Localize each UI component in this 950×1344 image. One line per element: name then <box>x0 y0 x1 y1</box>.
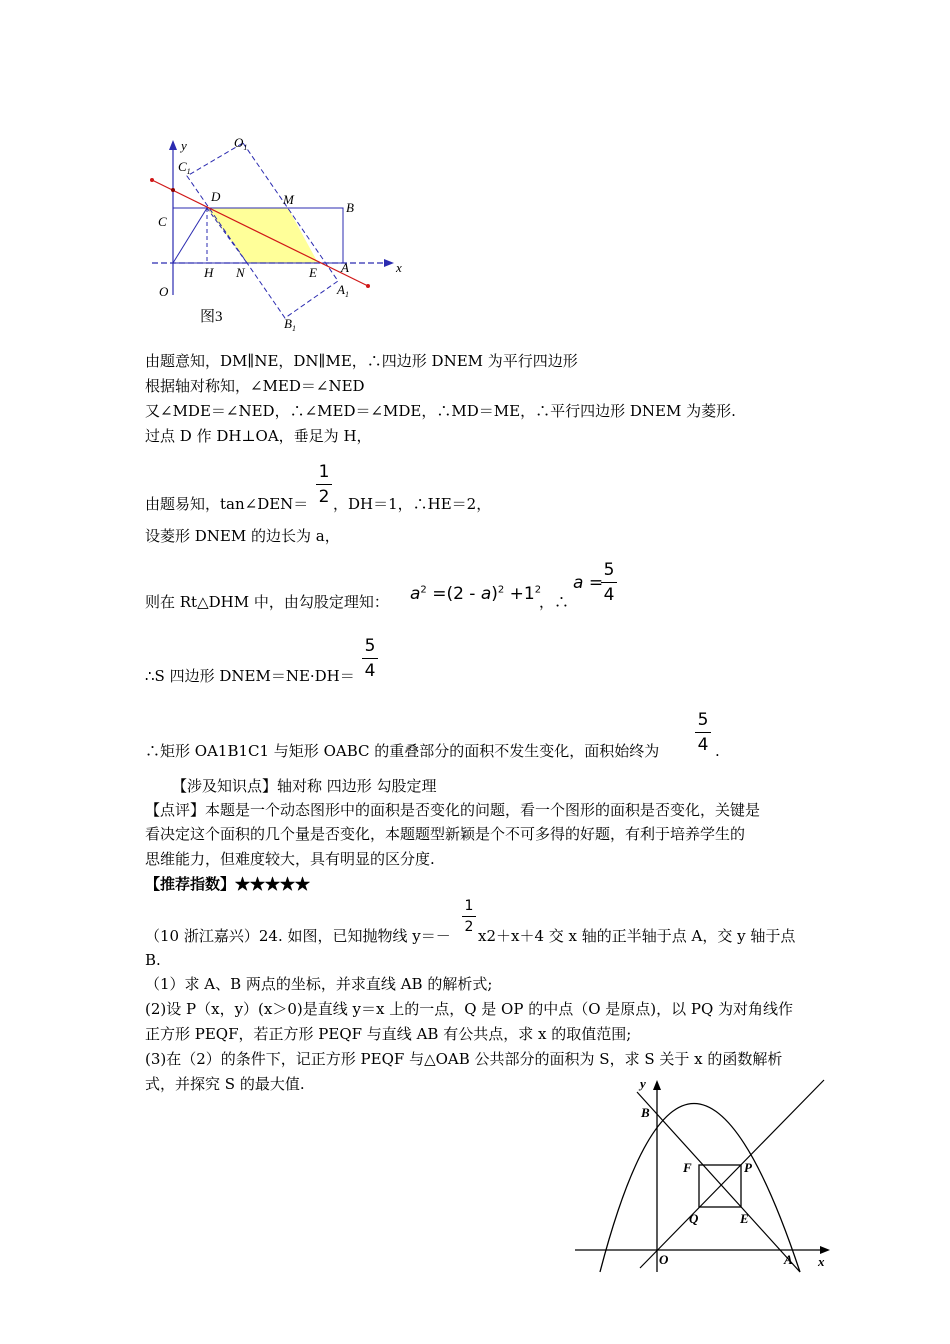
label-b: B <box>641 1105 650 1120</box>
label-e: E <box>740 1211 749 1226</box>
solution-line-4: 过点 D 作 DH⊥OA，垂足为 H， <box>145 427 372 445</box>
parabola-figure <box>572 1075 837 1275</box>
label-d: D <box>211 189 221 204</box>
label-b1: $B_1$ <box>284 316 296 333</box>
solution-line-9-end: . <box>715 742 720 760</box>
label-y: y <box>181 138 187 153</box>
label-c: C <box>158 214 167 229</box>
red-point <box>366 284 370 288</box>
segment-od <box>173 208 207 263</box>
parabola <box>600 1104 800 1273</box>
label-h: H <box>204 265 214 280</box>
fraction-problem-half: 1 2 <box>462 898 476 935</box>
solution-line-9: ∴矩形 OA1B1C1 与矩形 OABC 的重叠部分的面积不发生变化，面积始终为 <box>145 742 660 760</box>
a-equals: a = <box>573 573 604 593</box>
solution-line-2: 根据轴对称知，∠MED＝∠NED <box>145 377 365 395</box>
label-o1: $O_1$ <box>234 135 248 152</box>
comment-line-3: 思维能力，但难度较大，具有明显的区分度. <box>145 850 435 868</box>
label-a: A <box>784 1252 793 1267</box>
problem-part-3b: 式，并探究 S 的最大值. <box>145 1075 305 1093</box>
line-ab <box>637 1092 800 1272</box>
figure-3-caption: 图3 <box>200 309 223 325</box>
solution-line-5b: ，DH＝1，∴HE＝2， <box>333 495 492 513</box>
x-arrow <box>820 1246 830 1254</box>
pythagoras-equation: $a^2 =(2 - a)^2 +1^2$ <box>410 584 542 604</box>
problem-line-1c: B. <box>145 951 161 969</box>
label-a1: $A_1$ <box>337 282 349 299</box>
solution-line-5a: 由题易知，tan∠DEN＝ <box>145 495 309 513</box>
label-b: B <box>346 200 354 215</box>
problem-part-3a: (3)在（2）的条件下，记正方形 PEQF 与△OAB 公共部分的面积为 S，求 S 关于 x 的函数解析 <box>145 1050 783 1068</box>
recommend-rating: 【推荐指数】★★★★★ <box>145 875 311 893</box>
label-c1: $C_1$ <box>178 159 191 176</box>
solution-line-1: 由题意知，DM∥NE，DN∥ME，∴四边形 DNEM 为平行四边形 <box>145 352 578 370</box>
line-y-equals-x <box>640 1080 824 1268</box>
fold-line <box>152 180 368 286</box>
y-arrow <box>169 140 177 150</box>
label-y: y <box>640 1076 646 1091</box>
solution-line-8: ∴S 四边形 DNEM＝NE·DH＝ <box>145 667 355 685</box>
y-arrow <box>653 1080 661 1090</box>
problem-part-2b: 正方形 PEQF，若正方形 PEQF 与直线 AB 有公共点，求 x 的取值范围; <box>145 1025 632 1043</box>
label-x: x <box>818 1254 825 1269</box>
knowledge-points: 【涉及知识点】轴对称 四边形 勾股定理 <box>172 777 437 795</box>
label-o: O <box>659 1252 669 1267</box>
comment-line-2: 看决定这个面积的几个量是否变化，本题题型新颖是个不可多得的好题，有利于培养学生的 <box>145 825 746 843</box>
label-x: x <box>396 260 402 275</box>
label-n: N <box>236 265 245 280</box>
label-q: Q <box>689 1211 699 1226</box>
solution-line-3: 又∠MDE＝∠NED，∴∠MED＝∠MDE，∴MD＝ME，∴平行四边形 DNEM 为菱形. <box>145 402 736 420</box>
problem-line-1b: x2＋x＋4 交 x 轴的正半轴于点 A，交 y 轴于点 <box>478 927 796 945</box>
figure-3 <box>140 134 410 334</box>
solution-line-7b: ，∴ <box>539 593 570 611</box>
fraction-five-quarters-1: 5 4 <box>601 560 617 605</box>
solution-line-7a: 则在 Rt△DHM 中，由勾股定理知： <box>145 593 389 611</box>
label-p: P <box>744 1160 752 1175</box>
fraction-one-half: 1 2 <box>316 462 332 507</box>
label-e: E <box>309 265 317 280</box>
comment-line-1: 【点评】本题是一个动态图形中的面积是否变化的问题，看一个图形的面积是否变化，关键是 <box>145 801 761 819</box>
red-point <box>171 188 175 192</box>
problem-line-1a: （10 浙江嘉兴）24. 如图，已知抛物线 y＝－ <box>145 927 451 945</box>
label-o: O <box>159 284 169 299</box>
label-m: M <box>283 192 294 207</box>
fraction-five-quarters-2: 5 4 <box>362 636 378 681</box>
label-a: A <box>341 260 349 275</box>
problem-part-1: （1）求 A、B 两点的坐标，并求直线 AB 的解析式; <box>145 975 493 993</box>
solution-line-6: 设菱形 DNEM 的边长为 a， <box>145 527 340 545</box>
x-arrow <box>384 259 394 267</box>
problem-part-2a: (2)设 P（x，y）(x＞0)是直线 y＝x 上的一点，Q 是 OP 的中点（O 是原点)，以 PQ 为对角线作 <box>145 1000 794 1018</box>
label-f: F <box>683 1160 692 1175</box>
red-point <box>150 178 154 182</box>
rhombus-dnem <box>207 208 318 263</box>
fraction-five-quarters-3: 5 4 <box>695 710 711 755</box>
